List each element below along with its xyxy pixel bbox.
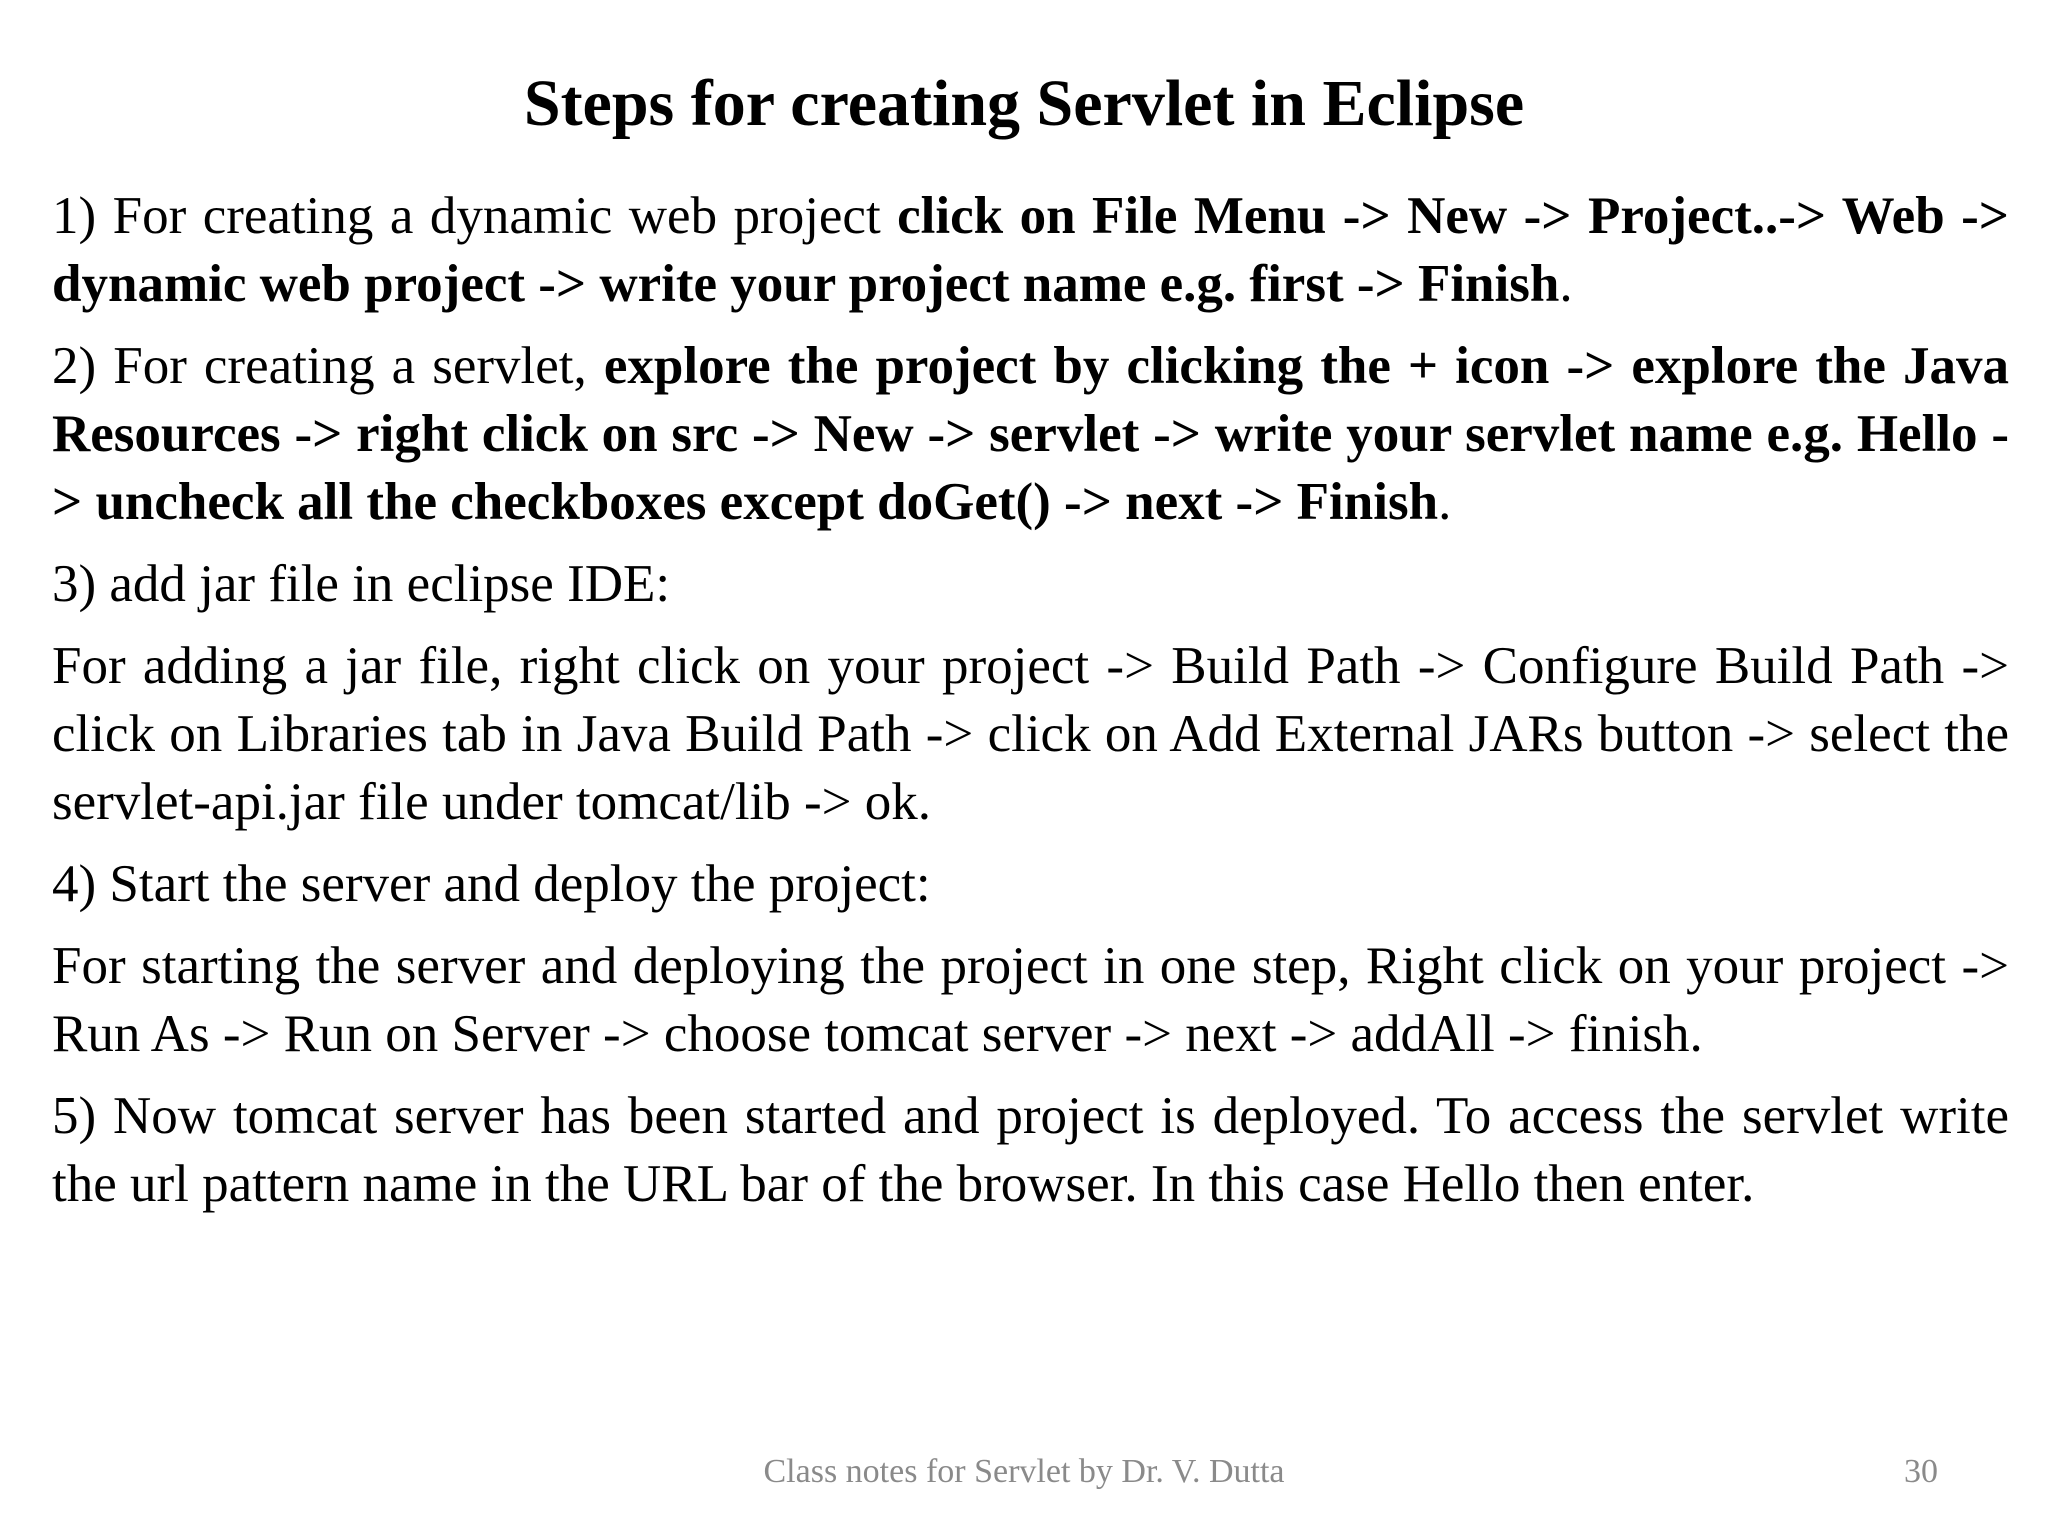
step-5-paragraph: 5) Now tomcat server has been started and project is deployed. To access the servlet write the url pattern name in the URL bar of the browser. In this case Hello then enter. bbox=[52, 1087, 2009, 1213]
step-1-instructions: click on File Menu -> New -> Project..-> Web -> dynamic web project -> write your project name e.g. first -> Finish bbox=[52, 187, 2009, 313]
footer-credit: Class notes for Servlet by Dr. V. Dutta bbox=[763, 1453, 1285, 1490]
step-1-paragraph bbox=[52, 182, 2009, 318]
slide-footer bbox=[0, 1452, 2048, 1492]
step-4-heading: 4) Start the server and deploy the project: bbox=[52, 855, 931, 913]
slide-title: Steps for creating Servlet in Eclipse bbox=[523, 67, 1525, 140]
step-1-end: . bbox=[1559, 255, 1573, 313]
page-number: 30 bbox=[1904, 1453, 1938, 1490]
step-2-lead: 2) For creating a servlet, bbox=[52, 337, 604, 395]
step-1-lead: 1) For creating a dynamic web project bbox=[52, 187, 898, 245]
step-2-paragraph bbox=[52, 332, 2009, 536]
step-2-end: . bbox=[1438, 473, 1452, 531]
slide-content bbox=[52, 182, 2009, 1218]
step-3-body: For adding a jar file, right click on your project -> Build Path -> Configure Build Path -> click on Libraries tab in Java Build Path -> click on Add External JARs button -> select the servlet-api.jar file under tomcat/lib -> ok. bbox=[52, 637, 2009, 831]
step-3-heading: 3) add jar file in eclipse IDE: bbox=[52, 555, 671, 613]
step-2-instructions: explore the project by clicking the + icon -> explore the Java Resources -> right click on src -> New -> servlet -> write your servlet name e.g. Hello -> uncheck all the checkboxes except doGet() -> next -> Finish bbox=[52, 337, 2009, 531]
step-4-body: For starting the server and deploying the project in one step, Right click on your project -> Run As -> Run on Server -> choose tomcat server -> next -> addAll -> finish. bbox=[52, 937, 2009, 1063]
